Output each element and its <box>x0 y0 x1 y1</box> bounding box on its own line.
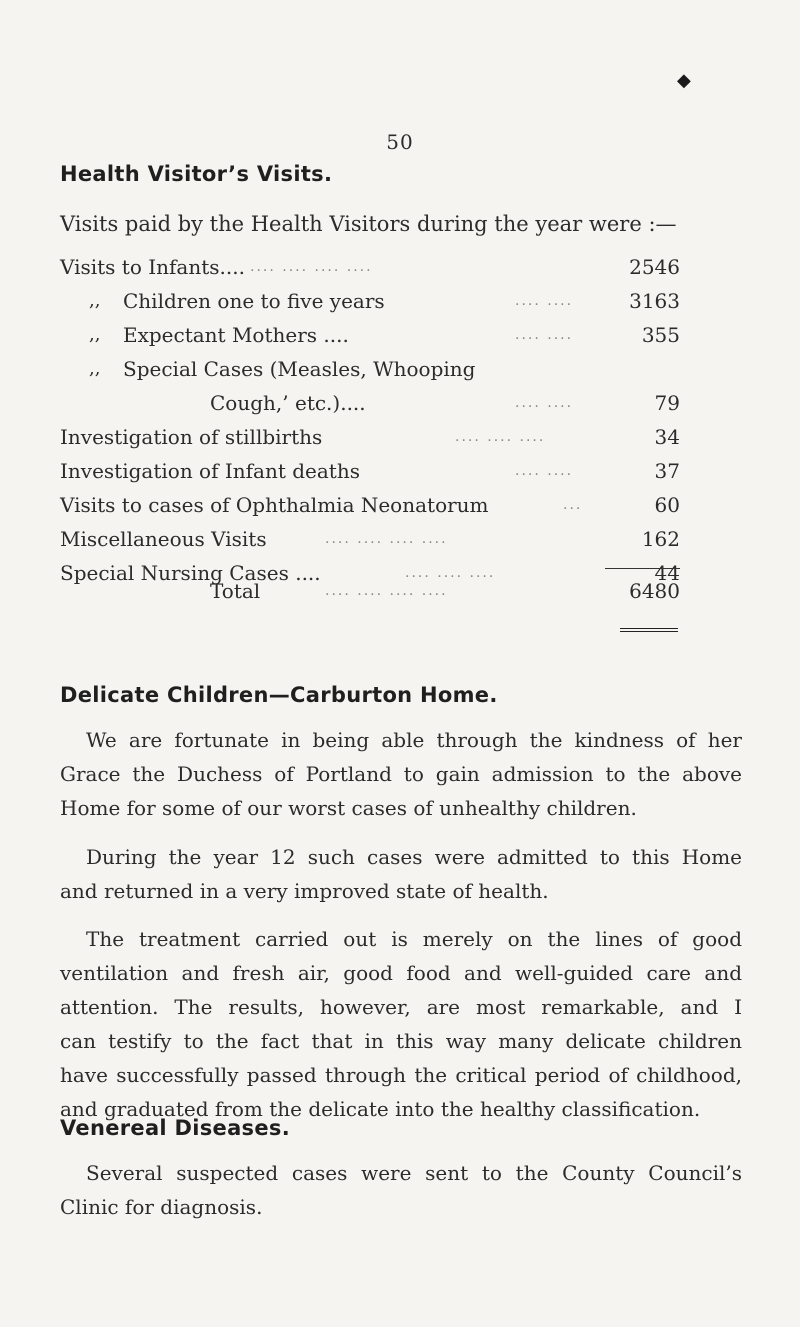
row-value: 37 <box>654 459 680 483</box>
ditto-mark: ,, <box>89 358 101 379</box>
row-value: 3163 <box>629 289 680 313</box>
row-label: Special Cases (Measles, Whooping <box>123 357 476 381</box>
row-label: Children one to five years <box>123 289 385 313</box>
row-label: Visits to cases of Ophthalmia Neonatorum <box>60 493 489 517</box>
paragraph-line: and returned in a very improved state of health. <box>60 879 549 903</box>
row-label: Special Nursing Cases .... <box>60 561 321 585</box>
ditto-mark: ,, <box>89 290 101 311</box>
total-label: Total <box>210 579 261 603</box>
paragraph-line: We are fortunate in being able through the kindness of her <box>86 728 742 752</box>
row-value: 44 <box>654 561 680 585</box>
paragraph-line: and graduated from the delicate into the healthy classification. <box>60 1097 701 1121</box>
intro-text: Visits paid by the Health Visitors during the year were :— <box>60 212 677 236</box>
section-heading-health-visitors: Health Visitor’s Visits. <box>60 162 333 186</box>
total-rule <box>605 568 680 569</box>
table-row <box>60 318 680 352</box>
table-row <box>60 488 680 522</box>
ditto-mark: ,, <box>89 324 101 345</box>
row-label: Visits to Infants.... <box>60 255 245 279</box>
paragraph-line: attention. The results, however, are most remarkable, and I <box>60 995 742 1019</box>
paragraph-line: can testify to the fact that in this way many delicate children <box>60 1029 742 1053</box>
paragraph-during-year <box>60 840 742 908</box>
leader-dots: .... .... <box>515 327 574 343</box>
visits-table <box>60 250 680 590</box>
paragraph-line: Home for some of our worst cases of unhealthy children. <box>60 796 637 820</box>
leader-dots: .... .... <box>515 463 574 479</box>
row-label: Cough,’ etc.).... <box>210 391 366 415</box>
table-row <box>60 420 680 454</box>
total-value: 6480 <box>629 579 680 603</box>
paragraph-fortunate <box>60 723 742 825</box>
total-row <box>60 574 680 608</box>
table-row <box>60 386 680 420</box>
table-row <box>60 454 680 488</box>
row-value: 162 <box>641 527 680 551</box>
paragraph-line: The treatment carried out is merely on the lines of good <box>86 927 742 951</box>
section-heading-delicate-children: Delicate Children—Carburton Home. <box>60 683 498 707</box>
row-label: Investigation of Infant deaths <box>60 459 360 483</box>
row-value: 79 <box>654 391 680 415</box>
paragraph-line: ventilation and fresh air, good food and well-guided care and <box>60 961 742 985</box>
row-label: Miscellaneous Visits <box>60 527 267 551</box>
total-double-rule <box>620 628 678 632</box>
row-value: 34 <box>654 425 680 449</box>
row-value: 355 <box>641 323 680 347</box>
paragraph-line: have successfully passed through the critical period of childhood, <box>60 1063 742 1087</box>
leader-dots: .... .... .... <box>455 429 546 445</box>
table-row <box>60 250 680 284</box>
table-row <box>60 522 680 556</box>
table-row <box>60 352 680 386</box>
paragraph-treatment <box>60 922 742 1126</box>
leader-dots: .... .... .... .... <box>250 259 373 275</box>
leader-dots: .... .... <box>515 395 574 411</box>
corner-mark: ◆ <box>677 70 691 91</box>
row-label: Investigation of stillbirths <box>60 425 323 449</box>
leader-dots: .... .... .... .... <box>325 583 448 599</box>
section-heading-venereal: Venereal Diseases. <box>60 1116 290 1140</box>
page-number: 50 <box>386 130 414 154</box>
leader-dots: .... .... <box>515 293 574 309</box>
paragraph-line: During the year 12 such cases were admitted to this Home <box>86 845 742 869</box>
table-row <box>60 284 680 318</box>
paragraph-venereal <box>60 1156 742 1224</box>
paragraph-line: Clinic for diagnosis. <box>60 1195 263 1219</box>
row-label: Expectant Mothers .... <box>123 323 349 347</box>
paragraph-line: Several suspected cases were sent to the County Council’s <box>86 1161 742 1185</box>
leader-dots: .... .... .... .... <box>325 531 448 547</box>
row-value: 2546 <box>629 255 680 279</box>
leader-dots: ... <box>563 497 583 513</box>
row-value: 60 <box>654 493 680 517</box>
paragraph-line: Grace the Duchess of Portland to gain admission to the above <box>60 762 742 786</box>
leader-dots: .... .... .... <box>405 565 496 581</box>
